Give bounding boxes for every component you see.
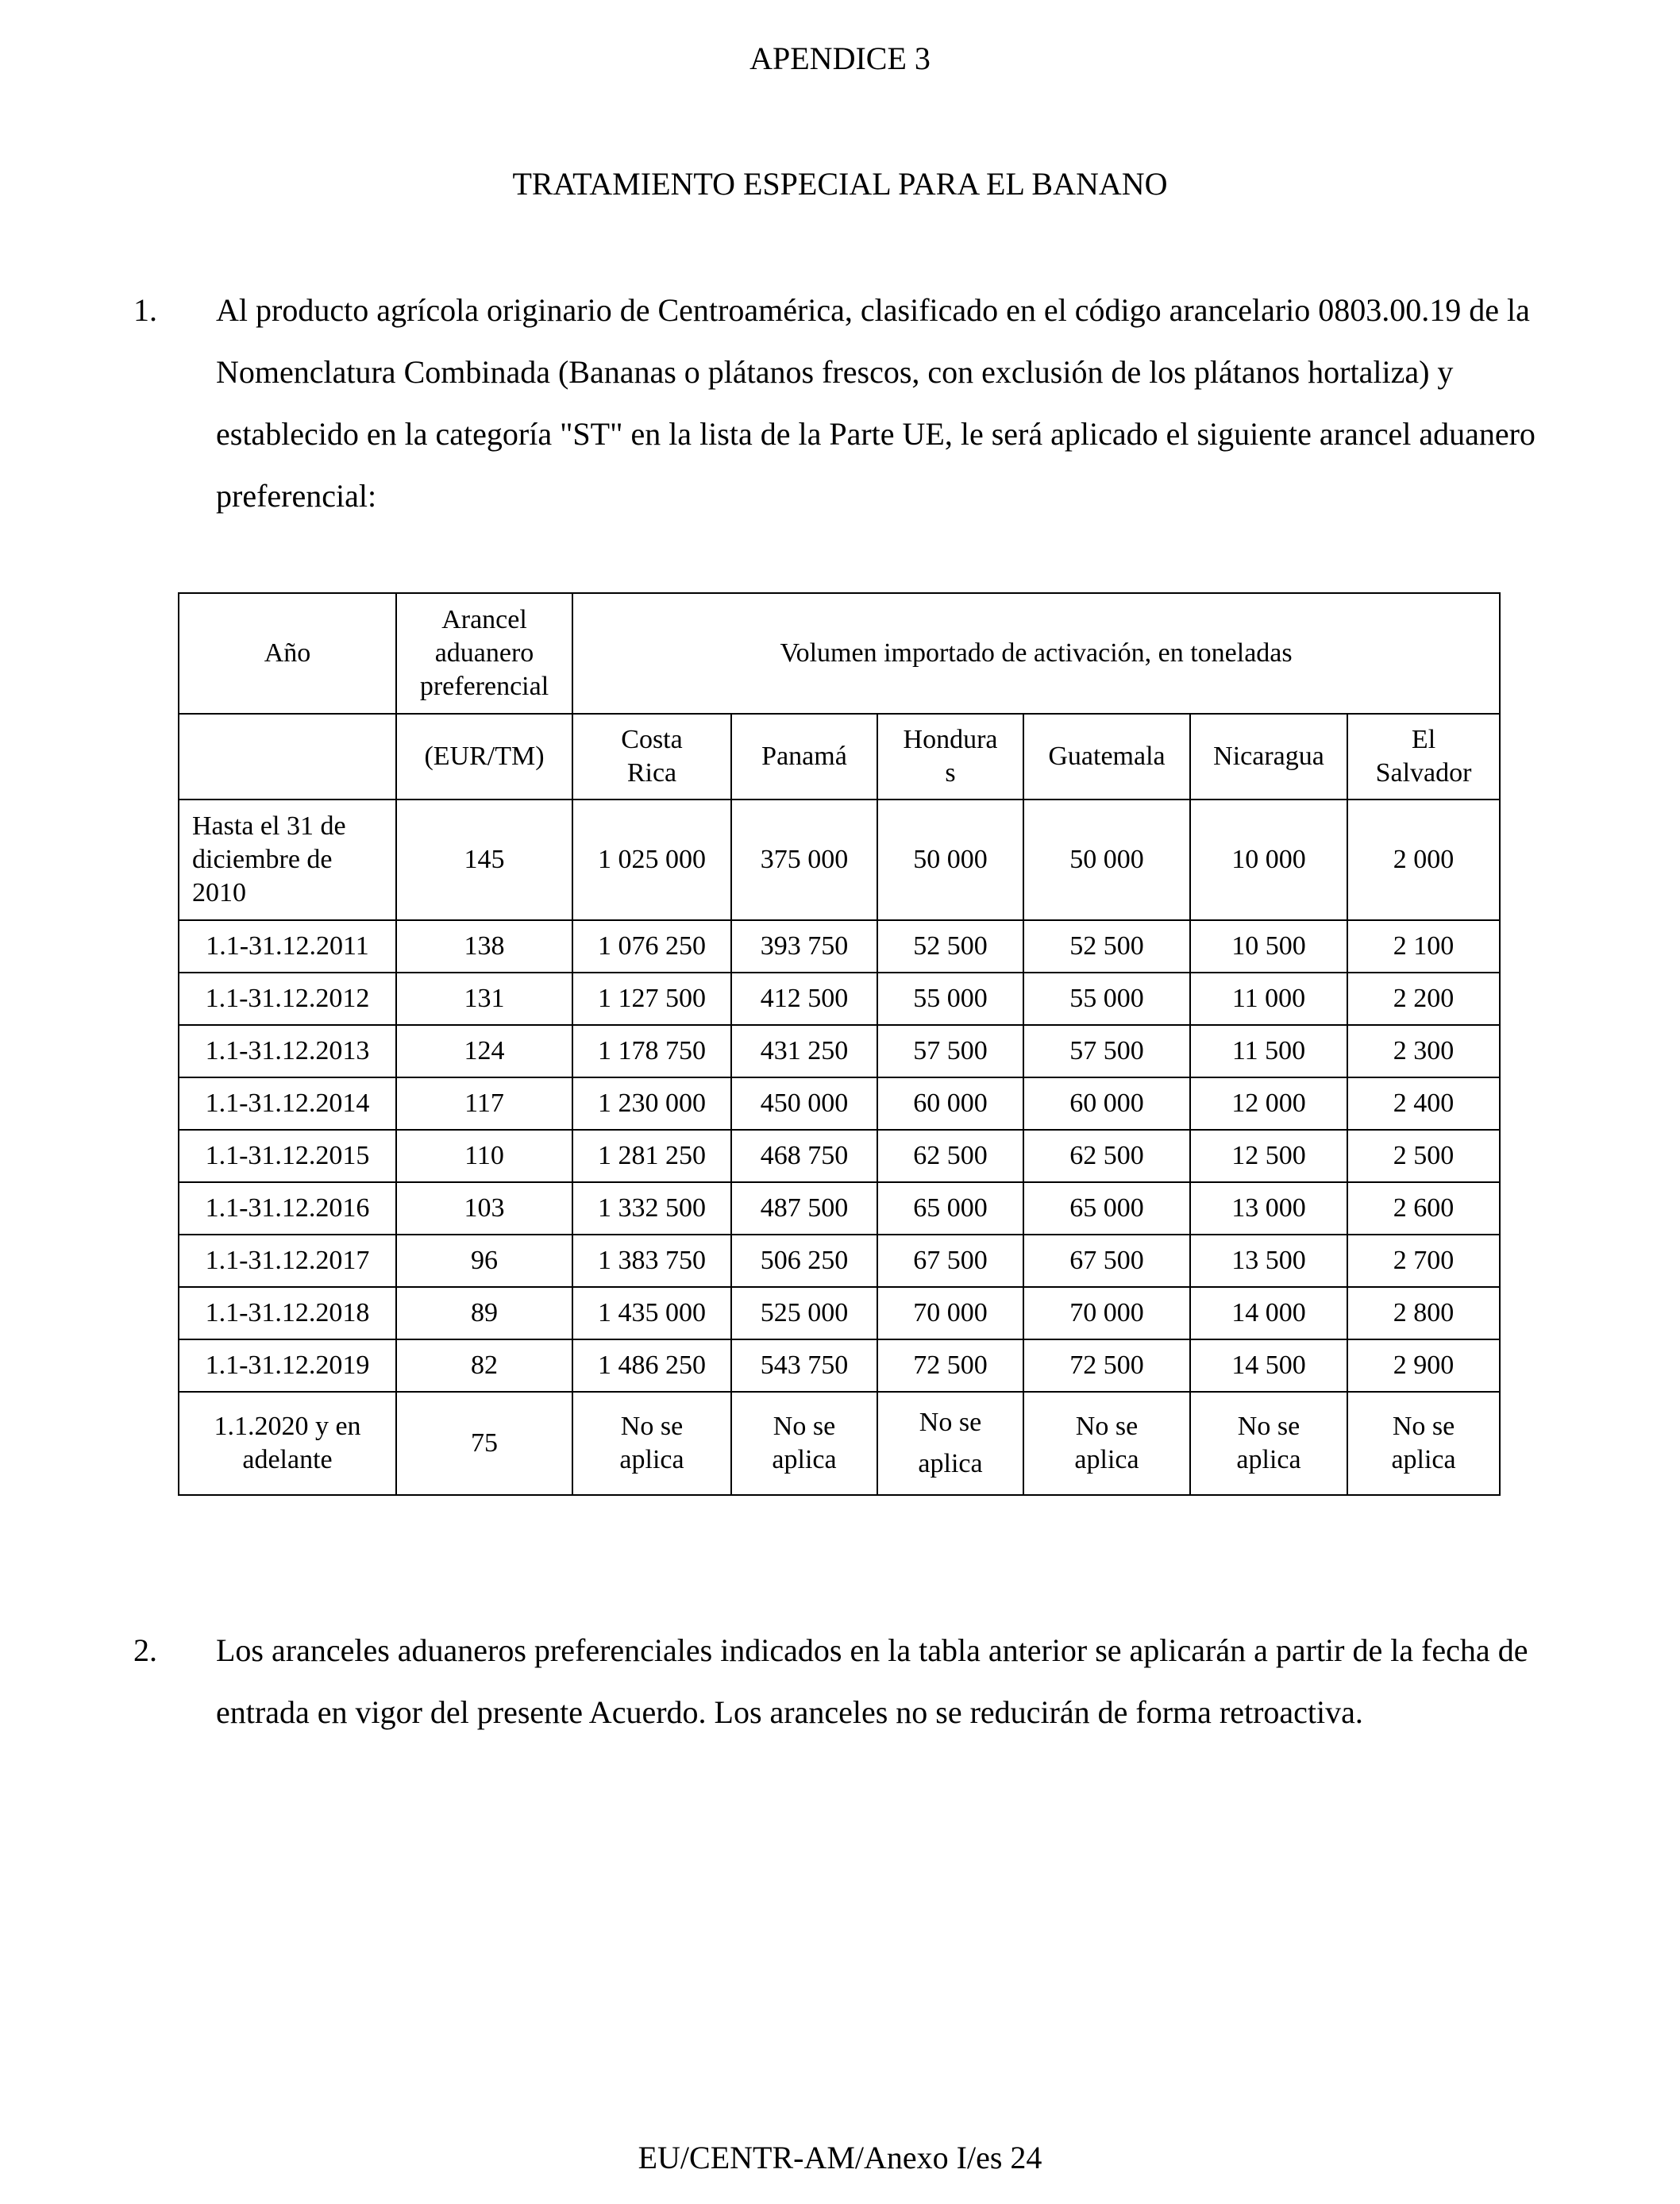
volume-cell: 60 000: [877, 1077, 1023, 1130]
volume-cell: 12 000: [1190, 1077, 1347, 1130]
header-country-guatemala: Guatemala: [1023, 714, 1190, 800]
year-cell: Hasta el 31 de diciembre de 2010: [179, 800, 396, 920]
paragraph-2: [133, 1620, 1562, 1744]
not-applicable-cell: No se aplica: [877, 1392, 1023, 1495]
volume-cell: 65 000: [877, 1182, 1023, 1235]
volume-cell: 57 500: [1023, 1025, 1190, 1077]
tariff-cell: 145: [396, 800, 572, 920]
not-applicable-cell: No se aplica: [731, 1392, 877, 1495]
volume-cell: 11 000: [1190, 973, 1347, 1025]
volume-cell: 543 750: [731, 1339, 877, 1392]
volume-cell: 70 000: [877, 1287, 1023, 1339]
volume-cell: 1 025 000: [572, 800, 731, 920]
paragraph-1-number: 1.: [133, 292, 157, 328]
not-applicable-cell: No se aplica: [572, 1392, 731, 1495]
paragraph-2-number: 2.: [133, 1632, 157, 1668]
year-cell: 1.1-31.12.2011: [179, 920, 396, 973]
volume-cell: 412 500: [731, 973, 877, 1025]
volume-cell: 1 332 500: [572, 1182, 731, 1235]
volume-cell: 57 500: [877, 1025, 1023, 1077]
volume-cell: 50 000: [877, 800, 1023, 920]
section-title: TRATAMIENTO ESPECIAL PARA EL BANANO: [512, 166, 1168, 202]
volume-cell: 1 281 250: [572, 1130, 731, 1182]
appendix-title: APENDICE 3: [749, 40, 931, 76]
volume-cell: 11 500: [1190, 1025, 1347, 1077]
tariff-cell: 103: [396, 1182, 572, 1235]
not-applicable-cell: No se aplica: [1023, 1392, 1190, 1495]
year-cell: 1.1-31.12.2012: [179, 973, 396, 1025]
year-cell: 1.1-31.12.2016: [179, 1182, 396, 1235]
header-country-nicaragua: Nicaragua: [1190, 714, 1347, 800]
volume-cell: 13 000: [1190, 1182, 1347, 1235]
year-cell: 1.1.2020 y en adelante: [179, 1392, 396, 1495]
year-cell: 1.1-31.12.2013: [179, 1025, 396, 1077]
not-applicable-cell: No se aplica: [1347, 1392, 1500, 1495]
volume-cell: 1 383 750: [572, 1235, 731, 1287]
volume-cell: 1 178 750: [572, 1025, 731, 1077]
volume-cell: 13 500: [1190, 1235, 1347, 1287]
year-cell: 1.1-31.12.2018: [179, 1287, 396, 1339]
table-row: [179, 1130, 1500, 1182]
table-row: [179, 1182, 1500, 1235]
tariff-cell: 89: [396, 1287, 572, 1339]
table-row: [179, 1235, 1500, 1287]
volume-cell: 2 000: [1347, 800, 1500, 920]
volume-cell: 2 800: [1347, 1287, 1500, 1339]
tariff-cell: 82: [396, 1339, 572, 1392]
volume-cell: 70 000: [1023, 1287, 1190, 1339]
header-tariff: Arancel aduanero preferencial: [396, 593, 572, 714]
volume-cell: 1 435 000: [572, 1287, 731, 1339]
volume-cell: 14 000: [1190, 1287, 1347, 1339]
volume-cell: 50 000: [1023, 800, 1190, 920]
volume-cell: 62 500: [1023, 1130, 1190, 1182]
tariff-cell: 96: [396, 1235, 572, 1287]
table-row: [179, 1392, 1500, 1495]
volume-cell: 2 300: [1347, 1025, 1500, 1077]
volume-cell: 525 000: [731, 1287, 877, 1339]
table-row: [179, 1025, 1500, 1077]
header-country-honduras: Hondura s: [877, 714, 1023, 800]
table-row: [179, 920, 1500, 973]
volume-cell: 67 500: [1023, 1235, 1190, 1287]
tariff-cell: 110: [396, 1130, 572, 1182]
header-volume: Volumen importado de activación, en toneladas: [572, 593, 1500, 714]
volume-cell: 2 400: [1347, 1077, 1500, 1130]
tariff-cell: 131: [396, 973, 572, 1025]
page-footer: EU/CENTR-AM/Anexo I/es 24: [638, 2140, 1042, 2175]
volume-cell: 65 000: [1023, 1182, 1190, 1235]
volume-cell: 72 500: [1023, 1339, 1190, 1392]
volume-cell: 60 000: [1023, 1077, 1190, 1130]
volume-cell: 2 700: [1347, 1235, 1500, 1287]
header-year-blank: [179, 714, 396, 800]
volume-cell: 10 000: [1190, 800, 1347, 920]
table-row: [179, 973, 1500, 1025]
header-row-1: [179, 593, 1500, 714]
year-cell: 1.1-31.12.2019: [179, 1339, 396, 1392]
volume-cell: 72 500: [877, 1339, 1023, 1392]
header-country-panama: Panamá: [731, 714, 877, 800]
volume-cell: 14 500: [1190, 1339, 1347, 1392]
volume-cell: 468 750: [731, 1130, 877, 1182]
volume-cell: 55 000: [1023, 973, 1190, 1025]
volume-cell: 1 486 250: [572, 1339, 731, 1392]
volume-cell: 67 500: [877, 1235, 1023, 1287]
volume-cell: 506 250: [731, 1235, 877, 1287]
volume-cell: 2 500: [1347, 1130, 1500, 1182]
not-applicable-cell: No se aplica: [1190, 1392, 1347, 1495]
volume-cell: 55 000: [877, 973, 1023, 1025]
table-row: [179, 800, 1500, 920]
volume-cell: 431 250: [731, 1025, 877, 1077]
table-row: [179, 1339, 1500, 1392]
volume-cell: 62 500: [877, 1130, 1023, 1182]
paragraph-1: [133, 279, 1562, 527]
header-country-costa-rica: Costa Rica: [572, 714, 731, 800]
table-row: [179, 1287, 1500, 1339]
volume-cell: 487 500: [731, 1182, 877, 1235]
tariff-cell: 124: [396, 1025, 572, 1077]
volume-cell: 52 500: [877, 920, 1023, 973]
volume-cell: 2 600: [1347, 1182, 1500, 1235]
tariff-cell: 117: [396, 1077, 572, 1130]
year-cell: 1.1-31.12.2014: [179, 1077, 396, 1130]
table-row: [179, 1077, 1500, 1130]
tariff-cell: 75: [396, 1392, 572, 1495]
volume-cell: 393 750: [731, 920, 877, 973]
volume-cell: 12 500: [1190, 1130, 1347, 1182]
paragraph-2-text: Los aranceles aduaneros preferenciales indicados en la tabla anterior se aplicarán a partir de la fecha de entrada en vigor del presente Acuerdo. Los aranceles no se reducirán de forma retroactiva.: [216, 1632, 1528, 1730]
header-row-2: [179, 714, 1500, 800]
volume-cell: 2 100: [1347, 920, 1500, 973]
volume-cell: 52 500: [1023, 920, 1190, 973]
year-cell: 1.1-31.12.2015: [179, 1130, 396, 1182]
volume-cell: 10 500: [1190, 920, 1347, 973]
volume-cell: 1 076 250: [572, 920, 731, 973]
volume-cell: 450 000: [731, 1077, 877, 1130]
tariff-cell: 138: [396, 920, 572, 973]
volume-cell: 2 900: [1347, 1339, 1500, 1392]
year-cell: 1.1-31.12.2017: [179, 1235, 396, 1287]
volume-cell: 1 127 500: [572, 973, 731, 1025]
volume-cell: 2 200: [1347, 973, 1500, 1025]
header-unit: (EUR/TM): [396, 714, 572, 800]
paragraph-1-text: Al producto agrícola originario de Centroamérica, clasificado en el código arancelario 0803.00.19 de la Nomenclatura Combinada (Bananas o plátanos frescos, con exclusión de los plátanos hortaliza) y establecido en la categoría "ST" en la lista de la Parte UE, le será aplicado el siguiente arancel aduanero preferencial:: [216, 292, 1536, 514]
volume-cell: 375 000: [731, 800, 877, 920]
volume-cell: 1 230 000: [572, 1077, 731, 1130]
header-year: Año: [179, 593, 396, 714]
header-country-el-salvador: El Salvador: [1347, 714, 1500, 800]
banana-tariff-table: [178, 592, 1501, 1496]
